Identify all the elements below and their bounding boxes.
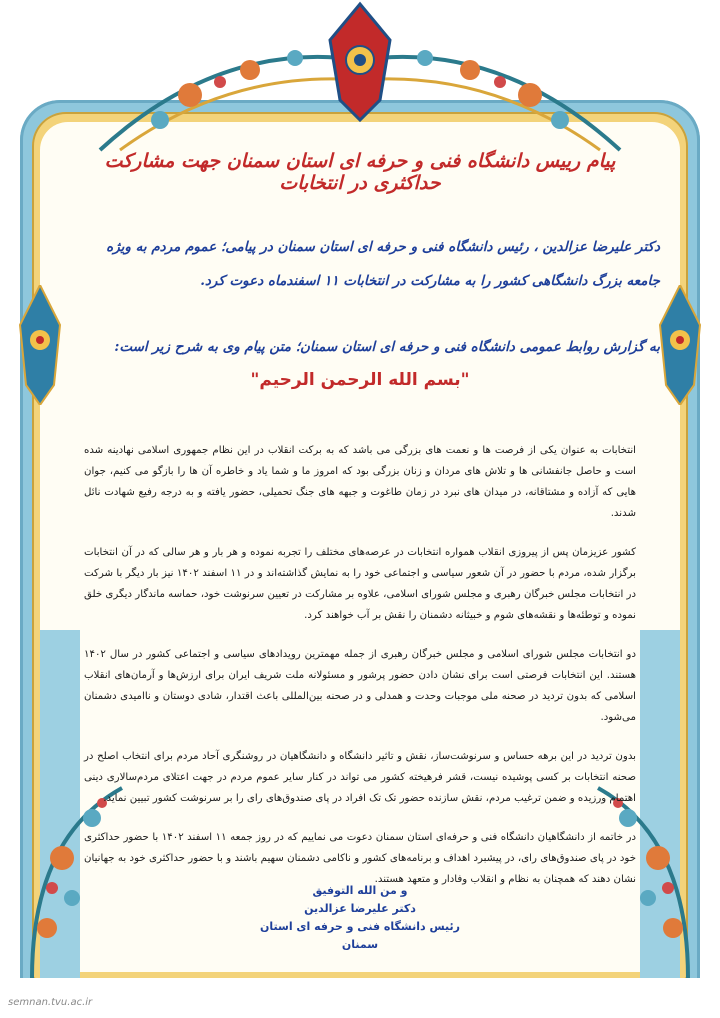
signature-closing: و من الله التوفیق — [312, 884, 408, 897]
message-body — [84, 440, 636, 908]
body-paragraph-2: کشور عزیزمان پس از پیروزی انقلاب همواره انتخابات در عرصه‌های مختلف را تجربه نموده و هر بار و هر سالی که در آن انتخابات برگزار شده، مردم با حضور در آن شعور سیاسی و اجتماعی خود را به نمایش گذاشته‌اند و در ۱۱ اسفند ۱۴۰۲ نیز بار دیگر با شرکت در انتخابات مجلس خبرگان رهبری و مجلس شورای اسلامی، علاوه بر مشارکت در تعیین سرنوشت خود، حماسه ماندگار دیگری خلق نموده و توطئه‌ها و نقشه‌های شوم و خبیثانه دشمنان را نقش بر آب خواهند کرد. — [84, 547, 636, 621]
bismillah-heading: "بسم الله الرحمن الرحیم" — [250, 370, 470, 390]
footer-url[interactable]: semnan.tvu.ac.ir — [8, 997, 93, 1008]
signature-block — [240, 882, 480, 954]
body-paragraph-4: بدون تردید در این برهه حساس و سرنوشت‌ساز، نقش و تاثیر دانشگاه و دانشگاهیان در روشنگری آحاد مردم برای انتخاب اصلح در صحنه انتخابات بر کسی پوشیده نیست، قشر فرهیخته کشور می تواند در کنار سایر عموم مردم در جهت اعتلای مردم‌سالاری دینی اهتمام ورزیده و ضمن ترغیب مردم، نقش سازنده حضور تک تک افراد در پای صندوق‌های رای را بر سرنوشت کشور تبیین نماید. — [84, 751, 636, 804]
body-paragraph-1: انتخابات به عنوان یکی از فرصت ها و نعمت های بزرگی می باشد که به برکت انقلاب در این نظام جمهوری اسلامی نهادینه شده است و حاصل جانفشانی ها و تلاش های مردان و زنان بزرگی بود که امروز ما و شما یاد و خاطره آن ها را بازگو می کنیم، جوان هایی که آزاده و مشتاقانه، در میدان های نبرد در زمان طاغوت و جبهه های جنگ تحمیلی، حضور یافته و به درجه رفیع شهادت نائل شدند. — [84, 445, 636, 519]
signature-title: رئیس دانشگاه فنی و حرفه ای استان سمنان — [260, 920, 460, 951]
signature-name: دکتر علیرضا عزالدین — [304, 902, 416, 915]
body-paragraph-3: دو انتخابات مجلس شورای اسلامی و مجلس خبرگان رهبری از جمله مهمترین رویدادهای سیاسی و اجتماعی کشور در سال ۱۴۰۲ هستند. این انتخابات فرصتی است برای نشان دادن حضور پرشور و مسئولانه ملت شریف ایران برای ارزش‌ها و آرمان‌های انقلاب اسلامی که بدون تردید در صحنه ملی موجبات وحدت و همدلی و در صحنه بین‌المللی باعث اقتدار، شادی دوستان و ناامیدی دشمنان می‌شود. — [84, 649, 636, 723]
report-intro: به گزارش روابط عمومی دانشگاه فنی و حرفه ای استان سمنان؛ متن پیام وی به شرح زیر است: — [114, 339, 660, 355]
footer — [0, 978, 720, 1018]
floral-crown-ornament — [80, 0, 640, 160]
intro-paragraph: دکتر علیرضا عزالدین ، رئیس دانشگاه فنی و حرفه ای استان سمنان در پیامی؛ عموم مردم به ویژه جامعه بزرگ دانشگاهی کشور را به مشارکت در انتخابات ۱۱ اسفندماه دعوت کرد. — [106, 239, 660, 289]
page-title: پیام رییس دانشگاه فنی و حرفه ای استان سمنان جهت مشارکت حداکثری در انتخابات — [104, 150, 616, 194]
body-paragraph-5: در خاتمه از دانشگاهیان دانشگاه فنی و حرفه‌ای استان سمنان دعوت می نماییم که در روز جمعه ۱۱ اسفند ۱۴۰۲ با حضور حداکثری خود در پای صندوق‌های رای، در پیشبرد اهداف و برنامه‌های کشور و ناکامی دشمنان سهیم باشند و با حضور حداکثری خود به جهانیان نشان دهند که همچنان به نظام و انقلاب وفادار و متعهد هستند. — [84, 832, 636, 885]
